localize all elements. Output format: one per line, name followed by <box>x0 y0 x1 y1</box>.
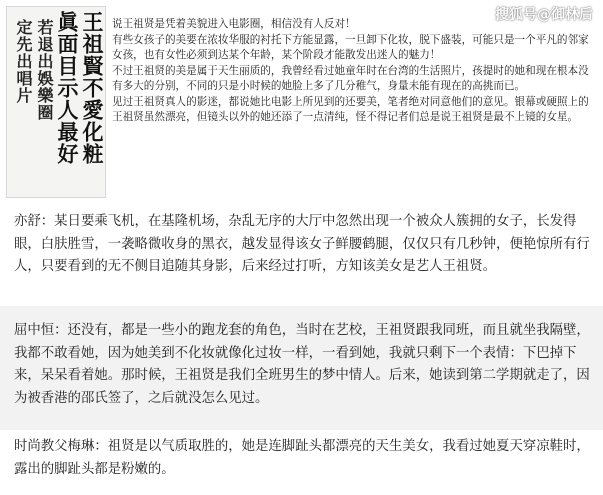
article-paragraph: 不过王祖贤的美是属于天生丽质的，我曾经看过她童年时在台湾的生活照片，孩提时的她和现在根本没有多大的分别，不同的只是小时候的她脸上多了几分稚气，身量未能有现在的高挑而已。 <box>112 64 589 92</box>
quote-block <box>0 203 603 306</box>
quote-text: 时尚教父梅琳：祖贤是以气质取胜的，她是连脚趾头都漂亮的天生美女，我看过她夏天穿凉鞋时，露出的脚趾头都是粉嫩的。 <box>14 439 590 477</box>
article-paragraph: 有些女孩子的美要在浓妆华服的衬托下方能显露，一旦卸下化妆，脱下盛装，可能只是一个平凡的邻家女孩，也有女性必须到达某个年龄，某个阶段才能散发出迷人的魅力！ <box>112 33 589 61</box>
article-body <box>112 17 594 126</box>
quote-text: 亦舒：某日要乘飞机，在基隆机场，杂乱无序的大厅中忽然出现一个被众人簇拥的女子，长发得眼，白肤胜雪，一袭略微收身的黑衣，越发显得该女子鲜腰鹤腿，仅仅只有几秒钟，便艳惊所有行人，只要看到的无不侧目追随其身影，后来经过打听，方知该美女是艺人王祖贤。 <box>14 214 590 274</box>
clipping-headline-1: 王祖賢不愛化粧 <box>80 11 105 165</box>
clipping-headline-2: 眞面目示人最好 <box>55 11 80 165</box>
watermark: 搜狐号@御林后 <box>495 7 593 23</box>
quote-text: 屈中恒：还没有，都是一些小的跑龙套的角色，当时在艺校，王祖贤跟我同班，而且就坐我隔壁，我都不敢看她，因为她美到不化妆就像化过妆一样，一看到她，我就只剩下一个表情：下巴掉下来，呆呆看着她。那时候，王祖贤是我们全班男生的梦中情人。后来，她读到第二学期就走了，因为被香港的邵氏签了，之后就没怎么见过。 <box>14 323 590 406</box>
article-paragraph: 见过王祖贤真人的影迷，都说她比电影上所见到的还要美，笔者绝对同意他们的意见。银幕或硬照上的王祖贤虽然漂亮，但镜头以外的她还添了一点清纯，怪不得记者们总是说王祖贤是最不上镜的女星。 <box>112 95 589 123</box>
article-paragraph: 说王祖贤是凭着美貌进入电影圈，相信没有人反对！ <box>112 18 356 30</box>
clipping-subhead-1: 若退出娛樂圈 <box>35 19 54 121</box>
article-header-section <box>0 0 603 203</box>
quote-block <box>0 430 603 495</box>
newspaper-clipping <box>6 6 106 198</box>
quote-block <box>0 306 603 430</box>
clipping-subhead-2: 定先出唱片 <box>14 19 33 104</box>
